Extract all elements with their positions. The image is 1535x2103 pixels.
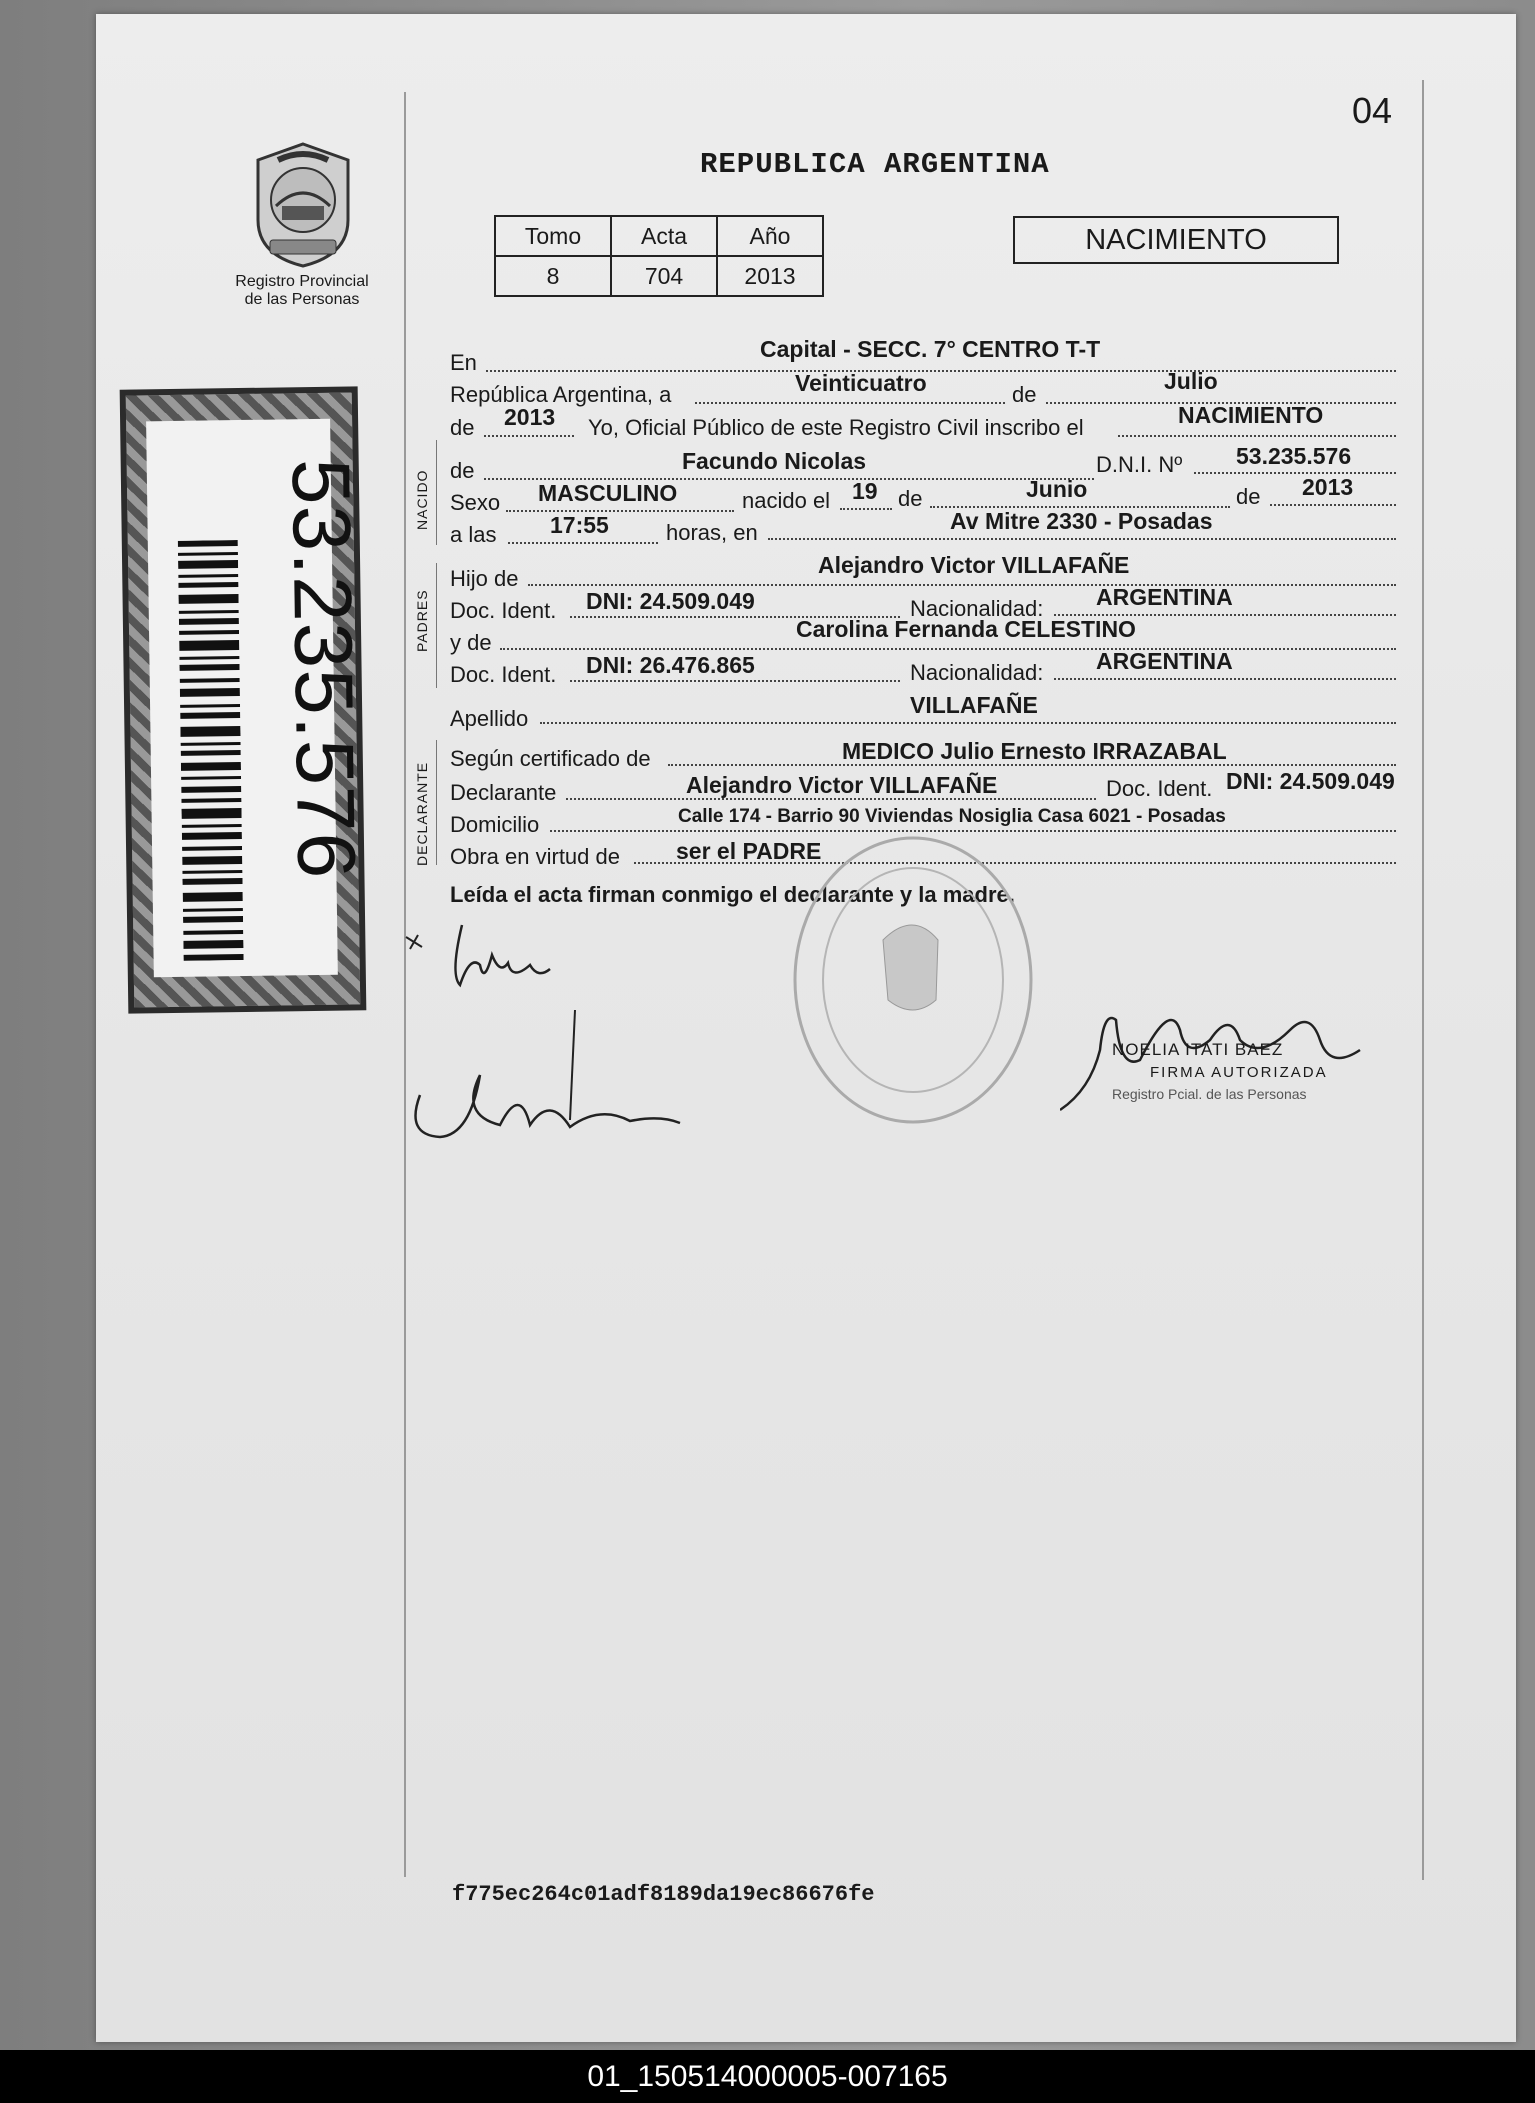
label-de2: de xyxy=(450,415,475,440)
dotted-line xyxy=(528,584,1396,586)
label-doc-ident: Doc. Ident. xyxy=(450,598,557,623)
registry-label-line1: Registro Provincial xyxy=(235,273,369,290)
value-nac-mes: Junio xyxy=(1026,476,1088,502)
label-segun: Según certificado de xyxy=(450,746,651,771)
label-de: de xyxy=(1012,382,1037,407)
value-sexo: MASCULINO xyxy=(538,480,678,506)
label-republica: República Argentina, a xyxy=(450,382,672,407)
value-certificado: MEDICO Julio Ernesto IRRAZABAL xyxy=(842,738,1227,764)
value-mes-texto: Julio xyxy=(1164,368,1218,394)
registry-label xyxy=(222,273,382,309)
label-sexo: Sexo xyxy=(450,490,501,515)
dotted-line xyxy=(840,508,892,510)
label-hijo-de: Hijo de xyxy=(450,566,519,591)
label-nacido-el: nacido el xyxy=(742,488,831,513)
value-nac-anio: 2013 xyxy=(1302,474,1354,500)
official-stamp-icon xyxy=(788,830,1038,1130)
page-number: 04 xyxy=(1352,90,1393,131)
dotted-line xyxy=(695,402,1005,404)
dotted-line xyxy=(768,538,1396,540)
signatures-icon xyxy=(400,915,720,1155)
label-de4: de xyxy=(898,486,923,511)
value-nombre: Facundo Nicolas xyxy=(682,448,867,474)
label-y-de: y de xyxy=(450,630,492,655)
value-madre-doc: DNI: 26.476.865 xyxy=(586,652,755,678)
section-label-declarante: DECLARANTE xyxy=(414,761,430,866)
value-padre: Alejandro Victor VILLAFAÑE xyxy=(818,552,1130,578)
label-de5: de xyxy=(1236,484,1261,509)
document-title: REPUBLICA ARGENTINA xyxy=(700,148,1050,181)
dotted-line xyxy=(484,435,574,437)
dotted-line xyxy=(508,542,658,544)
value-declarante: Alejandro Victor VILLAFAÑE xyxy=(686,772,998,798)
value-acta: 704 xyxy=(611,256,717,296)
label-yo: Yo, Oficial Público de este Registro Civil inscribo el xyxy=(588,415,1084,440)
value-hora: 17:55 xyxy=(550,512,609,538)
value-anio: 2013 xyxy=(504,404,556,430)
label-obra: Obra en virtud de xyxy=(450,844,620,869)
value-declarante-doc: DNI: 24.509.049 xyxy=(1226,768,1395,794)
value-nac-dia: 19 xyxy=(852,478,878,504)
section-label-padres: PADRES xyxy=(414,589,430,652)
section-divider-nacido xyxy=(436,440,437,545)
provincial-emblem-icon xyxy=(248,140,358,270)
section-label-nacido: NACIDO xyxy=(414,469,430,530)
dotted-line xyxy=(1118,435,1396,437)
value-madre-nac: ARGENTINA xyxy=(1096,648,1233,674)
value-lugar: Capital - SECC. 7° CENTRO T-T xyxy=(760,336,1101,362)
scan-footer: 01_150514000005-007165 xyxy=(0,2050,1535,2103)
value-obra: ser el PADRE xyxy=(676,838,822,864)
value-tipo: NACIMIENTO xyxy=(1178,402,1324,428)
barcode-icon xyxy=(178,540,244,961)
barcode-card xyxy=(120,386,372,1013)
right-margin-rule xyxy=(1422,80,1424,1880)
dotted-line xyxy=(1054,678,1396,680)
value-dia-texto: Veinticuatro xyxy=(795,370,927,396)
dotted-line xyxy=(500,648,1396,650)
label-dni: D.N.I. Nº xyxy=(1096,452,1183,477)
dotted-line xyxy=(570,680,900,682)
label-en: En xyxy=(450,350,477,375)
authorized-name: NOELIA ITATI BAEZ xyxy=(1112,1040,1284,1059)
value-domicilio: Calle 174 - Barrio 90 Viviendas Nosiglia Casa 6021 - Posadas xyxy=(678,806,1226,827)
label-a-las: a las xyxy=(450,522,497,547)
authorized-office: Registro Pcial. de las Personas xyxy=(1112,1086,1307,1102)
label-nacionalidad: Nacionalidad: xyxy=(910,596,1044,621)
label-doc-ident2: Doc. Ident. xyxy=(450,662,557,687)
label-doc-ident3: Doc. Ident. xyxy=(1106,776,1213,801)
dotted-line xyxy=(1194,472,1396,474)
barcode-card-inner xyxy=(146,419,372,978)
label-horas-en: horas, en xyxy=(666,520,758,545)
registry-label-line2: de las Personas xyxy=(244,291,360,308)
header-acta: Acta xyxy=(611,216,717,256)
header-anio: Año xyxy=(717,216,823,256)
authorized-role: FIRMA AUTORIZADA xyxy=(1150,1064,1328,1081)
label-de3: de xyxy=(450,458,475,483)
section-divider-declarante xyxy=(436,740,437,865)
label-nacionalidad2: Nacionalidad: xyxy=(910,660,1044,685)
value-lugar-nac: Av Mitre 2330 - Posadas xyxy=(950,508,1213,534)
value-anio: 2013 xyxy=(717,256,823,296)
value-madre: Carolina Fernanda CELESTINO xyxy=(796,616,1136,642)
barcode-number: 53.235.576 xyxy=(274,458,372,880)
record-reference-table xyxy=(494,215,824,297)
section-divider-padres xyxy=(436,563,437,688)
value-padre-nac: ARGENTINA xyxy=(1096,584,1233,610)
dotted-line xyxy=(486,370,1396,372)
label-domicilio: Domicilio xyxy=(450,812,540,837)
dotted-line xyxy=(1270,504,1396,506)
closing-statement: Leída el acta firman conmigo el declarante y la madre. xyxy=(450,882,1015,907)
value-padre-doc: DNI: 24.509.049 xyxy=(586,588,755,614)
dotted-line xyxy=(506,510,734,512)
label-declarante: Declarante xyxy=(450,780,557,805)
value-tomo: 8 xyxy=(495,256,611,296)
value-apellido: VILLAFAÑE xyxy=(910,692,1038,718)
header-tomo: Tomo xyxy=(495,216,611,256)
record-type-box: NACIMIENTO xyxy=(1013,216,1339,264)
label-apellido: Apellido xyxy=(450,706,529,731)
document-hash: f775ec264c01adf8189da19ec86676fe xyxy=(452,1882,875,1907)
dotted-line xyxy=(540,722,1396,724)
value-dni: 53.235.576 xyxy=(1236,443,1352,469)
